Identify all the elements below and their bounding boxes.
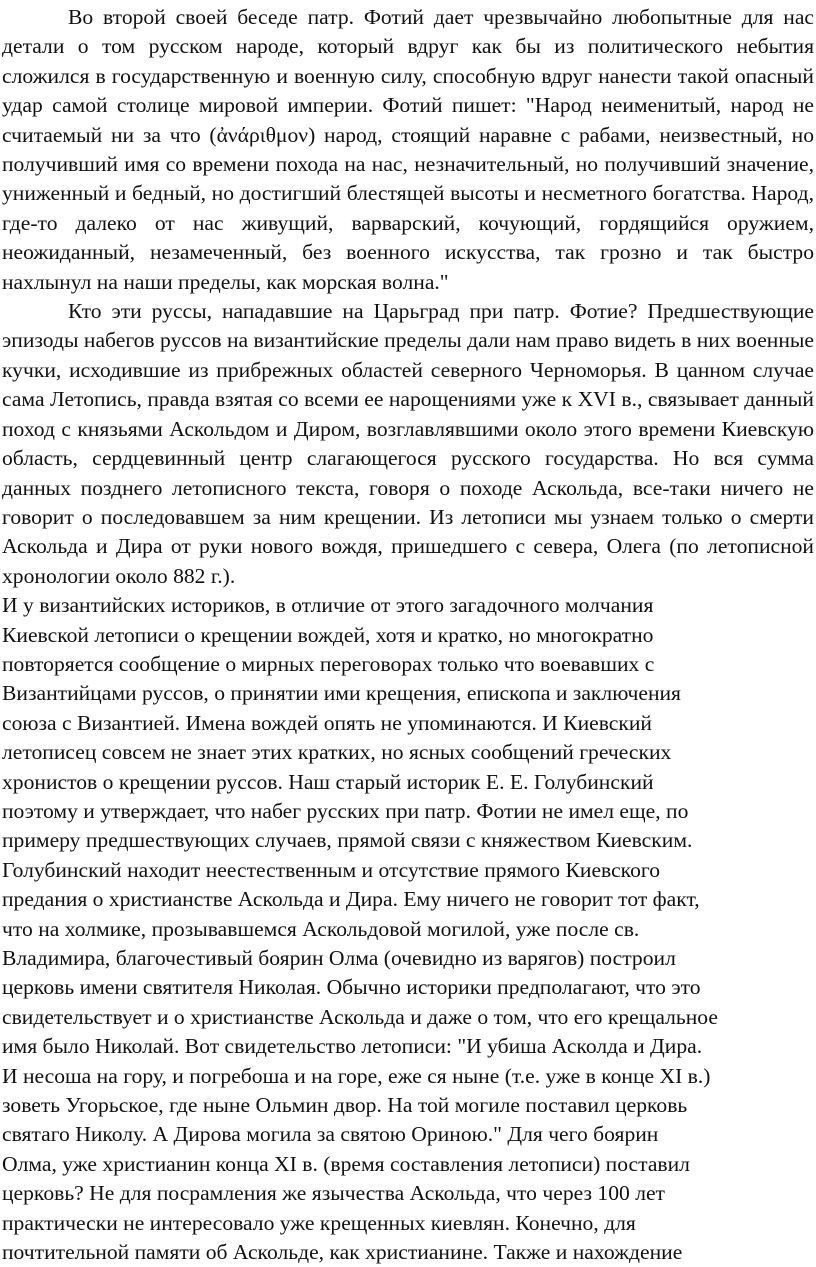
text-line: летописец совсем не знает этих кратких, но ясных сообщений греческих [2, 740, 672, 765]
text-line: поэтому и утверждает, что набег русских при патр. Фотии не имел еще, по [2, 798, 689, 823]
text-line: имя было Николай. Вот свидетельство летописи: "И убиша Асколда и Дира. [2, 1034, 703, 1059]
text-line: свидетельствует и о христианстве Аскольда и даже о том, что его крещальное [2, 1004, 718, 1029]
text-line: хронистов о крещении руссов. Наш старый историк Е. Е. Голубинский [2, 769, 654, 794]
text-line: Олма, уже христианин конца XI в. (время составления летописи) поставил [2, 1151, 690, 1176]
text-line: союза с Византией. Имена вождей опять не упоминаются. И Киевский [2, 710, 652, 735]
paragraph-photius-sermon: Во второй своей беседе патр. Фотий дает чрезвычайно любопытные для нас детали о том русском народе, который вдруг как бы из политического небытия сложился в государственную и военную силу, способную вдруг нанести такой опасный удар самой столице мировой империи. Фотий пишет: "Народ неименитый, народ не считаемый ни за что (ἀνάριθμον) народ, стоящий наравне с рабами, неизвестный, но получивший имя со времени похода на нас, незначительный, но получивший значение, униженный и бедный, но достигший блестящей высоты и несметного богатства. Народ, где-то далеко от нас живущий, варварский, кочующий, гордящийся оружием, неожиданный, незамеченный, без военного искусства, так грозно и так быстро нахлынул на наши пределы, как морская волна." [2, 5, 814, 294]
text-line: примеру предшествующих случаев, прямой связи с княжеством Киевским. [2, 828, 693, 853]
text-line: Владимира, благочестивый боярин Олма (очевидно из варягов) построил [2, 946, 676, 970]
text-line: что на холмике, прозывавшемся Аскольдовой могилой, уже после св. [2, 916, 640, 941]
text-line: почтительной памяти об Аскольде, как христианине. Также и нахождение [2, 1240, 683, 1265]
text-line: церковь имени святителя Николая. Обычно историки предполагают, что это [2, 975, 701, 1000]
text-line: предания о христианстве Аскольда и Дира. Ему ничего не говорит тот факт, [2, 887, 700, 912]
paragraph-who-were-rus: Кто эти руссы, нападавшие на Царьград при патр. Фотие? Предшествующие эпизоды набегов руссов на византийские пределы дали нам право видеть в них военные кучки, исходившие из прибрежных областей северного Черноморья. В цанном случае сама Летопись, правда взятая со всеми ее нарощениями уже к XVI в., связывает данный поход с князьями Аскольдом и Диром, возглавлявшими около этого времени Киевскую область, сердцевинный центр слагающегося русского государства. Но вся сумма данных позднего летописного текста, говоря о походе Аскольда, все-таки ничего не говорит о последовавшем за ним крещении. Из летописи мы узнаем только о смерти Аскольда и Дира от руки нового вождя, пришедшего с севера, Олега (по летописной хронологии около 882 г.). [2, 299, 814, 588]
text-line: зоветь Угорьское, где ныне Ольмин двор. На той могиле поставил церковь [2, 1093, 688, 1118]
text-line: церковь? Не для посрамления же язычества Аскольда, что через 100 лет [2, 1181, 665, 1206]
text-line: Голубинский находит неестественным и отсутствие прямого Киевского [2, 857, 660, 882]
text-line: И несоша на гору, и погребоша и на горе, еже ся ныне (т.е. уже в конце XI в.) [2, 1063, 711, 1088]
paragraph-byzantine-historians [2, 591, 814, 1267]
text-line: практически не интересовало уже крещенных киевлян. Конечно, для [2, 1210, 636, 1235]
text-line: Византийцами руссов, о принятии ими крещения, епископа и заключения [2, 681, 681, 706]
text-line: И у византийских историков, в отличие от этого загадочного молчания [2, 593, 654, 618]
text-line: повторяется сообщение о мирных переговорах только что воевавших с [2, 651, 655, 676]
text-line: святаго Николу. А Дирова могила за святою Ориною." Для чего боярин [2, 1122, 659, 1147]
text-line: Киевской летописи о крещении вождей, хотя и кратко, но многократно [2, 622, 654, 647]
